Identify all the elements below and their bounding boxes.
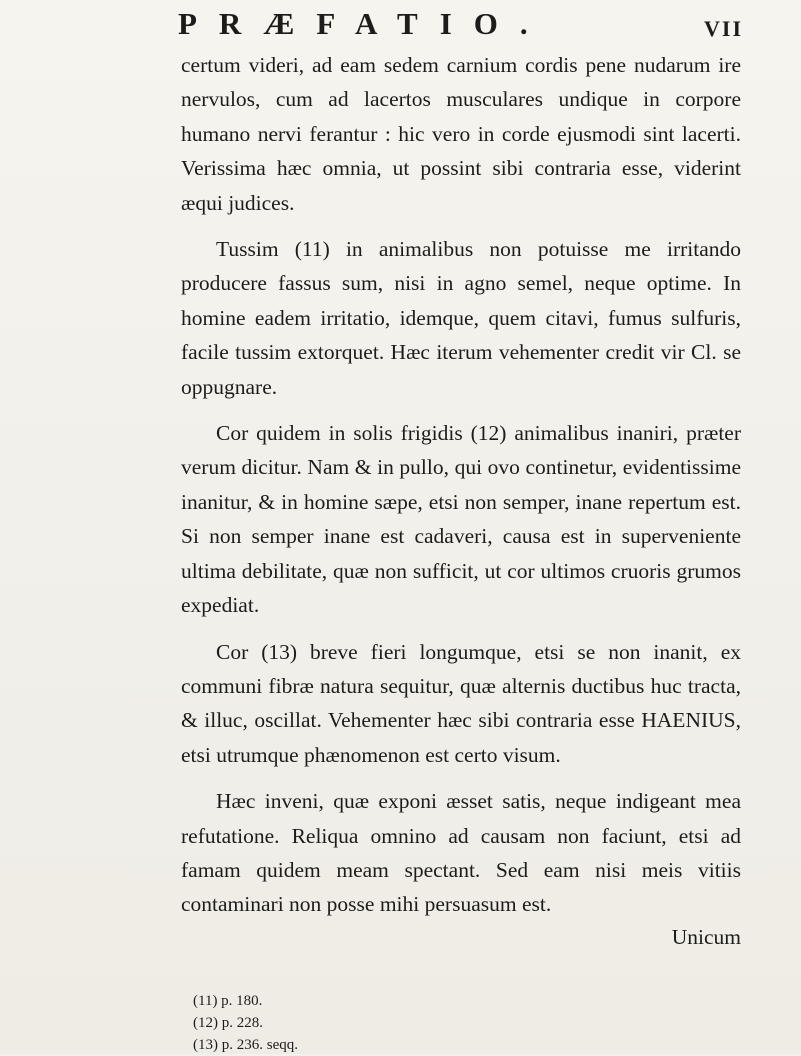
footnote-13: (13) p. 236. seqq. — [193, 1037, 298, 1053]
paragraph-2: Tussim (11) in animalibus non potuisse me irritando producere fassus sum, nisi in agno semel, neque optime. In homine eadem irritatio, idemque, quem citavi, fumus sulfuris, facile tussim extorquet. Hæc iterum vehementer credit vir Cl. se oppugnare. — [181, 237, 741, 399]
footnotes — [193, 990, 493, 1056]
running-head — [0, 6, 801, 50]
body-text — [181, 48, 741, 952]
page-number: VII — [704, 16, 744, 41]
footnote-12: (12) p. 228. — [193, 1015, 263, 1031]
footnote-11: (11) p. 180. — [193, 993, 263, 1009]
catchword: Unicum — [671, 924, 741, 949]
paragraph-5: Hæc inveni, quæ exponi æsset satis, neque indigeant mea refutatione. Reliqua omnino ad causam non faciunt, etsi ad famam quidem meam spectant. Sed eam nisi meis vitiis contaminari non posse mihi persuasum est. — [181, 789, 741, 917]
running-head-title: PRÆFATIO. — [178, 6, 550, 41]
paragraph-1: certum videri, ad eam sedem carnium cordis pene nudarum ire nervulos, cum ad lacertos musculares undique in corpore humano nervi ferantur : hic vero in corde ejusmodi sint lacerti. Verissima hæc omnia, ut possint sibi contraria esse, viderint æqui judices. — [181, 53, 741, 215]
paragraph-4: Cor (13) breve fieri longumque, etsi se non inanit, ex communi fibræ natura sequitur, quæ alternis ductibus huc tracta, & illuc, oscillat. Vehementer hæc sibi contraria esse HAENIUS, etsi utrumque phænomenon est certo visum. — [181, 639, 741, 767]
paragraph-3: Cor quidem in solis frigidis (12) animalibus inaniri, præter verum dicitur. Nam & in pullo, qui ovo continetur, evidentissime inanitur, & in homine sæpe, etsi non semper, inane repertum est. Si non semper inane est cadaveri, causa est in superveniente ultima debilitate, quæ non sufficit, ut cor ultimos cruoris grumos expediat. — [181, 421, 741, 618]
